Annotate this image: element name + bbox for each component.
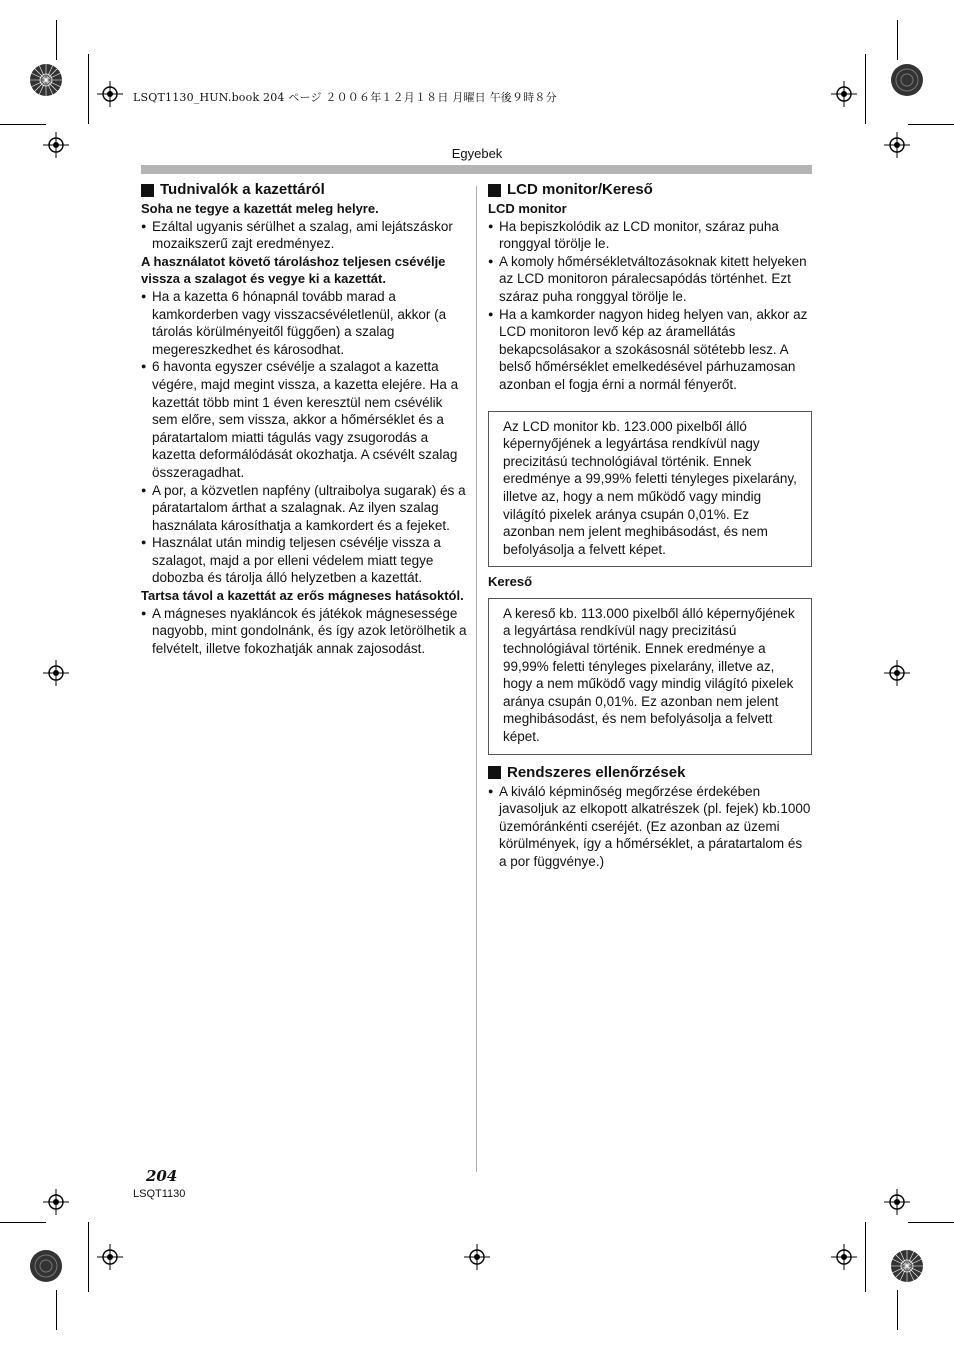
list-item: ● A kiváló képminőség megőrzése érdekében javasoljuk az elkopott alkatrészek (pl. fejek) kb.1000 üzemóránkénti cseréjét. (Ez azonban az üzemi körülmények, így a hőmérséklet, a páratartalom és a por függvénye.): [488, 783, 812, 871]
crop-mark: [908, 124, 954, 125]
list-item: ● A mágneses nyakláncok és játékok mágnesessége nagyobb, mint gondolnánk, és így azok letörölhetik a felvételt, illetve fokozhatják annak zajosodást.: [141, 605, 468, 658]
crop-mark: [865, 1222, 866, 1292]
color-rosette-icon: [890, 63, 924, 97]
crop-mark: [0, 1222, 46, 1223]
list-item: ● Ezáltal ugyanis sérülhet a szalag, ami lejátszáskor mozaikszerű zajt eredményez.: [141, 218, 468, 253]
list-item: ● A komoly hőmérsékletváltozásoknak kitett helyeken az LCD monitoron páralecsapódás történhet. Ezt száraz puha ronggyal törölje le.: [488, 253, 812, 306]
registration-mark-icon: [464, 1244, 490, 1270]
section-heading: Tudnivalók a kazettáról: [141, 181, 468, 199]
bullet-list: [488, 783, 812, 871]
subheading: LCD monitor: [488, 201, 567, 216]
header-bar: [141, 165, 812, 174]
registration-mark-icon: [97, 81, 123, 107]
list-item: ● Ha a kazetta 6 hónapnál tovább marad a kamkorderben vagy visszacsévéletlenül, akkor (a tárolás körülményeitől függően) a szalag megereszkedhet és károsodhat.: [141, 288, 468, 358]
page-number: 204: [146, 1167, 178, 1185]
section-heading: Rendszeres ellenőrzések: [488, 764, 812, 782]
square-bullet-icon: [488, 766, 501, 779]
list-item: ● 6 havonta egyszer csévélje a szalagot a kazetta végére, majd megint vissza, a kazetta elejére. Ha a kazettát több mint 1 éven keresztül nem csévélik sem előre, sem vissza, akkor a hőmérséklet és a páratartalom miatti tágulás vagy zsugorodás a kazetta deformálódását okozhatja. A csévélt szalag összeragadhat.: [141, 358, 468, 481]
subheading: Soha ne tegye a kazettát meleg helyre.: [141, 201, 379, 216]
bullet-list: [141, 605, 468, 658]
color-rosette-icon: [29, 1249, 63, 1283]
registration-mark-icon: [97, 1244, 123, 1270]
crop-mark: [908, 1222, 954, 1223]
list-item: ● Ha a kamkorder nagyon hideg helyen van, akkor az LCD monitoron levő kép az áramellátás bekapcsolásakor a szokásosnál sötétebb lesz. A belső hőmérséklet emelkedésével párhuzamosan azonban el fogja érni a normál fényerőt.: [488, 306, 812, 394]
registration-mark-icon: [43, 660, 69, 686]
note-box: A kereső kb. 113.000 pixelből álló képernyőjének a legyártása rendkívül nagy precizitású technológiával történik. Ennek eredménye a 99,99% feletti tényleges pixelarány, illetve az, hogy a nem működő vagy mindig világító pixelek aránya csupán 0,01%. Ez azonban nem jelent meghibásodást, és nem befolyásolja a felvett képet.: [488, 598, 812, 755]
crop-mark: [56, 1290, 57, 1330]
square-bullet-icon: [141, 184, 154, 197]
crop-mark: [897, 20, 898, 60]
crop-mark: [88, 54, 89, 124]
bullet-list: [141, 218, 468, 253]
crop-mark: [897, 1290, 898, 1330]
section-heading: LCD monitor/Kereső: [488, 181, 812, 199]
registration-mark-icon: [831, 81, 857, 107]
section-label: Egyebek: [451, 146, 503, 161]
crop-mark: [56, 20, 57, 60]
left-column: [141, 181, 468, 657]
list-item: ● A por, a közvetlen napfény (ultraibolya sugarak) és a páratartalom árthat a szalagnak. Az ilyen szalag használata károsíthatja a kamkordert és a fejeket.: [141, 482, 468, 535]
color-rosette-icon: [890, 1249, 924, 1283]
color-rosette-icon: [29, 63, 63, 97]
bullet-list: [141, 288, 468, 587]
registration-mark-icon: [831, 1244, 857, 1270]
list-item: ● Ha bepiszkolódik az LCD monitor, száraz puha ronggyal törölje le.: [488, 218, 812, 253]
model-code: LSQT1130: [133, 1188, 186, 1200]
list-item: ● Használat után mindig teljesen csévélje vissza a szalagot, majd a por elleni védelem miatt tegye dobozba és tárolja álló helyzetben a kazettát.: [141, 534, 468, 587]
registration-mark-icon: [884, 1189, 910, 1215]
right-column: [488, 181, 812, 871]
column-divider: [476, 186, 477, 1172]
subheading: Tartsa távol a kazettát az erős mágneses hatásoktól.: [141, 588, 464, 604]
subheading: Kereső: [488, 574, 533, 590]
crop-mark: [0, 124, 46, 125]
subheading: A használatot követő tároláshoz teljesen csévélje vissza a szalagot és vegye ki a kazettát.: [141, 253, 446, 287]
print-info-line: LSQT1130_HUN.book 204 ページ ２００６年１２月１８日 月曜日 午後９時８分: [133, 91, 557, 104]
registration-mark-icon: [884, 660, 910, 686]
registration-mark-icon: [43, 1189, 69, 1215]
crop-mark: [88, 1222, 89, 1292]
note-box: Az LCD monitor kb. 123.000 pixelből álló képernyőjének a legyártása rendkívül nagy precizitású technológiával történik. Ennek eredménye a 99,99% feletti tényleges pixelarány, illetve az, hogy a nem működő vagy mindig világító pixelek aránya csupán 0,01%. Ez azonban nem jelent meghibásodást, és nem befolyásolja a felvett képet.: [488, 411, 812, 568]
bullet-list: [488, 218, 812, 394]
crop-mark: [865, 54, 866, 124]
square-bullet-icon: [488, 184, 501, 197]
